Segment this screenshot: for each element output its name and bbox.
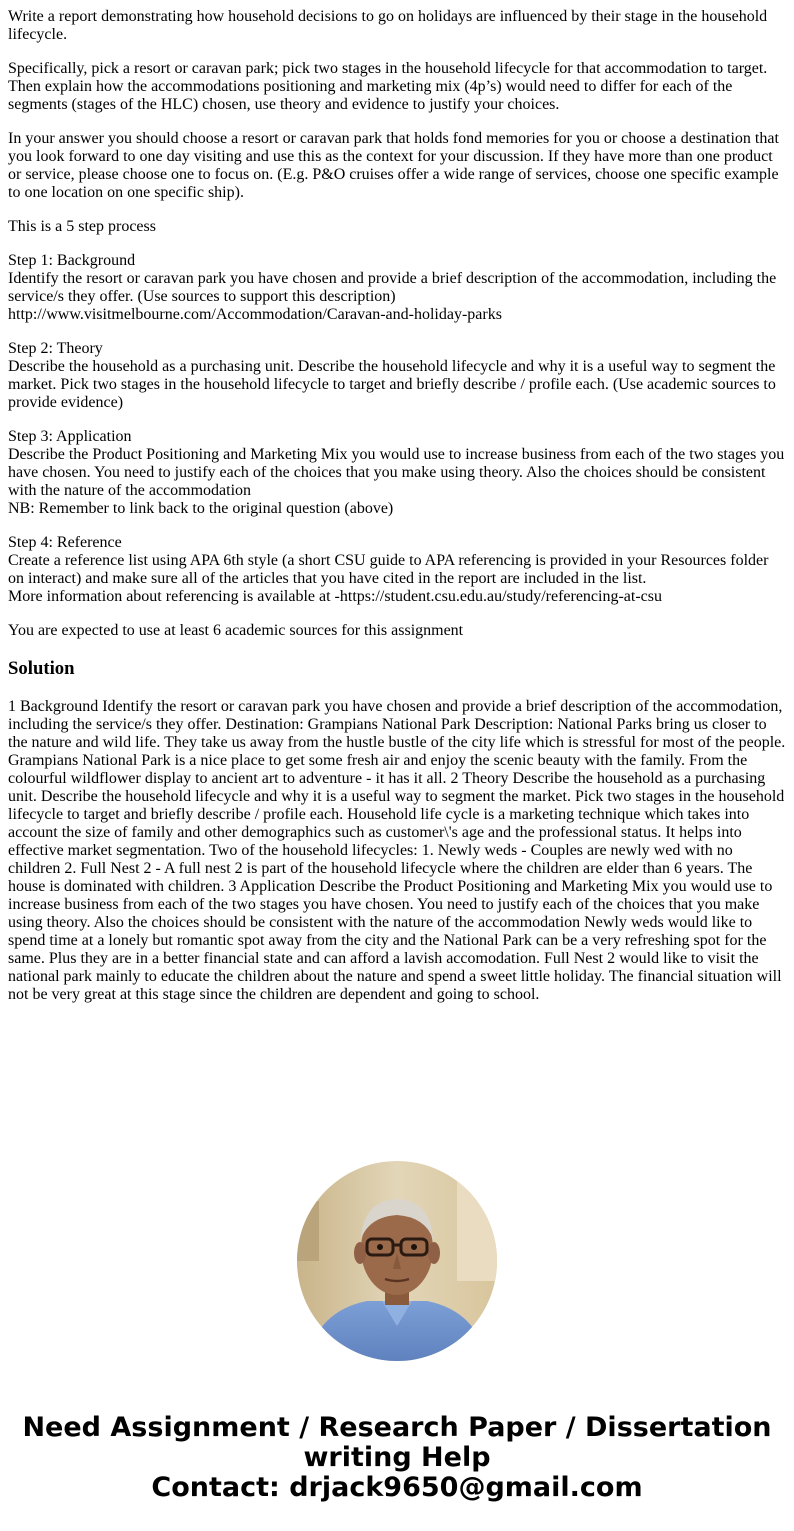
step-4-title: Step 4: Reference bbox=[8, 534, 122, 551]
step-2-text: Describe the household as a purchasing unit. Describe the household lifecycle and why it is a useful way to segment the market. Pick two stages in the household lifecycle to target and briefly describe / profile each. (Use academic sources to provide evidence) bbox=[8, 358, 776, 411]
solution-body: 1 Background Identify the resort or caravan park you have chosen and provide a brief description of the accommodation, including the service/s they offer. Destination: Grampians National Park Description: National Parks bring us closer to the nature and wild life. They take us away from the hustle bustle of the city life which is stressful for most of the people. Grampians National Park is a nice place to get some fresh air and enjoy the scenic beauty with the family. From the colourful wildflower display to ancient art to adventure - it has it all. 2 Theory Describe the household as a purchasing unit. Describe the household lifecycle and why it is a useful way to segment the market. Pick two stages in the household lifecycle to target and briefly describe / profile each. Household life cycle is a marketing technique which takes into account the size of family and other demographics such as customer\'s age and the professional status. It helps into effective market segmentation. Two of the household lifecycles: 1. Newly weds - Couples are newly wed with no children 2. Full Nest 2 - A full nest 2 is part of the household lifecycle where the children are elder than 6 years. The house is dominated with children. 3 Application Describe the Product Positioning and Marketing Mix you would use to increase business from each of the two stages you have chosen. You need to justify each of the choices that you make using theory. Also the choices should be consistent with the nature of the accommodation Newly weds would like to spend time at a lonely but romantic spot away from the city and the National Park can be a very refreshing spot for the same. Plus they are in a better financial state and can afford a lavish accomodation. Full Nest 2 would like to visit the national park mainly to educate the children about the nature and spend a sweet little holiday. The financial situation will not be very great at this stage since the children are dependent and going to school. bbox=[8, 698, 786, 1003]
sources-note: You are expected to use at least 6 academic sources for this assignment bbox=[8, 622, 464, 639]
step-3 bbox=[8, 428, 786, 518]
promo-line-2: writing Help bbox=[303, 1442, 491, 1473]
step-3-title: Step 3: Application bbox=[8, 428, 132, 445]
step-1-title: Step 1: Background bbox=[8, 252, 136, 269]
document-body bbox=[0, 8, 794, 1004]
process-note: This is a 5 step process bbox=[8, 218, 156, 235]
promo-contact: Contact: drjack9650@gmail.com bbox=[151, 1472, 643, 1503]
step-1 bbox=[8, 252, 786, 324]
step-4-text: Create a reference list using APA 6th style (a short CSU guide to APA referencing is provided in your Resources folder on interact) and make sure all of the articles that you have cited in the report are included in the list. bbox=[8, 552, 769, 587]
promo-line-1: Need Assignment / Research Paper / Dissertation bbox=[22, 1412, 772, 1443]
step-1-text: Identify the resort or caravan park you have chosen and provide a brief description of the accommodation, including the service/s they offer. (Use sources to support this description) bbox=[8, 270, 777, 305]
question-intro: Write a report demonstrating how household decisions to go on holidays are influenced by their stage in the household lifecycle. bbox=[8, 8, 768, 43]
promo-banner bbox=[0, 1413, 794, 1503]
step-2 bbox=[8, 340, 786, 412]
question-choose: In your answer you should choose a resort or caravan park that holds fond memories for you or choose a destination that you look forward to one day visiting and use this as the context for your discussion. If they have more than one product or service, please choose one to focus on. (E.g. P&O cruises offer a wide range of services, choose one specific example to one location on one specific ship). bbox=[8, 130, 779, 201]
step-3-note: NB: Remember to link back to the original question (above) bbox=[8, 500, 394, 517]
step-3-text: Describe the Product Positioning and Marketing Mix you would use to increase business from each of the two stages you have chosen. You need to justify each of the choices that you make using theory. Also the choices should be consistent with the nature of the accommodation bbox=[8, 446, 785, 499]
step-4-more-info: More information about referencing is available at -https://student.csu.edu.au/study/referencing-at-csu bbox=[8, 588, 662, 605]
step-4 bbox=[8, 534, 786, 606]
solution-heading: Solution bbox=[8, 658, 75, 679]
author-avatar bbox=[297, 1161, 497, 1361]
question-specifically: Specifically, pick a resort or caravan park; pick two stages in the household lifecycle for that accommodation to target. Then explain how the accommodations positioning and marketing mix (4p’s) would need to differ for each of the segments (stages of the HLC) chosen, use theory and evidence to justify your choices. bbox=[8, 60, 768, 113]
step-1-link: http://www.visitmelbourne.com/Accommodation/Caravan-and-holiday-parks bbox=[8, 306, 502, 323]
step-2-title: Step 2: Theory bbox=[8, 340, 103, 357]
author-photo-icon bbox=[297, 1161, 497, 1361]
